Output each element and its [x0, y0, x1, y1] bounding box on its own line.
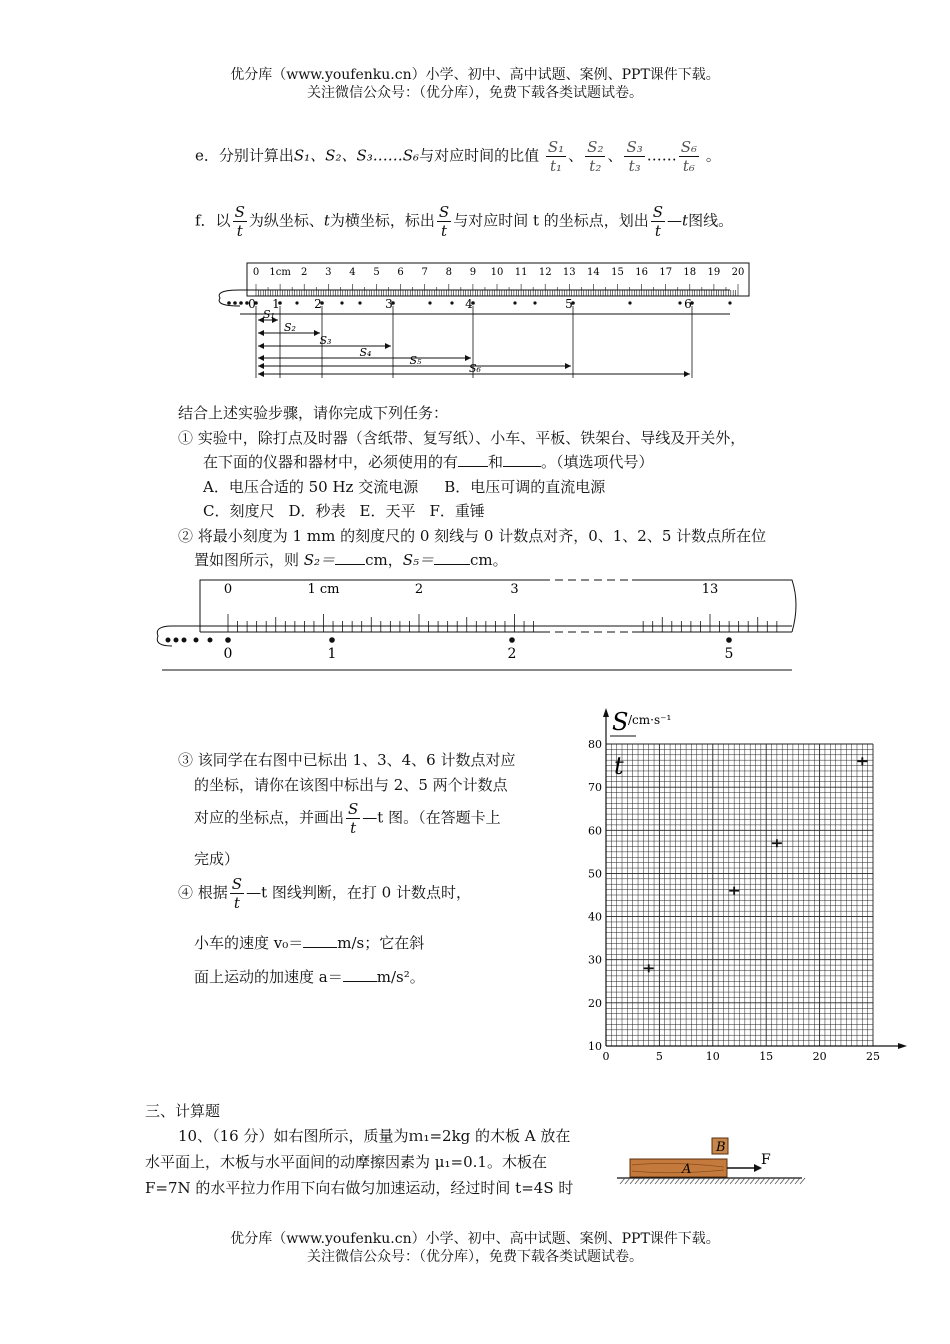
hatch-line — [720, 1178, 725, 1184]
count-point-label: 5 — [724, 646, 734, 662]
option-a: A．电压合适的 50 Hz 交流电源 — [203, 478, 419, 496]
question-3-line-1: ③ 该同学在右图中已标出 1、3、4、6 计数点对应 — [178, 751, 516, 769]
count-point-label: 6 — [684, 297, 692, 311]
tape-dot — [628, 301, 631, 304]
x-tick-label: 0 — [602, 1050, 610, 1063]
hatch-line — [760, 1178, 765, 1184]
ruler-label: 20 — [731, 267, 745, 278]
dash: — — [667, 211, 683, 230]
fraction-s-t: $\frac{S}{t}$ — [231, 875, 243, 912]
hatch-line — [665, 1178, 670, 1184]
question-3-line-2: 的坐标，请你在该图中标出与 2、5 两个计数点 — [194, 776, 508, 794]
fraction-s3-t3: $\frac{\text{S₃}}{\text{t₃}}$ — [626, 138, 643, 175]
hatch-line — [775, 1178, 780, 1184]
count-point-label: 3 — [385, 297, 393, 311]
step-f — [195, 203, 733, 240]
count-point-dot — [509, 637, 515, 643]
question-4-line-3 — [194, 966, 425, 988]
count-point-label: 2 — [507, 646, 517, 662]
hatch-line — [755, 1178, 760, 1184]
step-f-t: t — [682, 211, 689, 230]
ruler-label: 1cm — [269, 267, 291, 278]
ruler-label: 9 — [469, 267, 477, 278]
footer-line-1: 优分库（www.youfenku.cn）小学、初中、高中试题、案例、PPT课件下载。 — [230, 1231, 720, 1247]
ruler-label: 12 — [538, 267, 552, 278]
tape-dot — [358, 301, 361, 304]
y-axis-label-s: S — [612, 708, 629, 736]
ruler-label: 19 — [707, 267, 721, 278]
y-tick-label: 80 — [588, 738, 602, 751]
tape-dot — [227, 301, 231, 305]
options-row-2 — [203, 500, 485, 522]
hatch-line — [680, 1178, 685, 1184]
fraction-s-t: $\frac{S}{t}$ — [348, 800, 359, 837]
x-tick-label: 20 — [812, 1050, 827, 1063]
ruler-label: 16 — [635, 267, 648, 278]
answer-blank[interactable] — [434, 550, 470, 565]
count-point-label: 0 — [248, 297, 256, 311]
answer-blank[interactable] — [343, 967, 377, 982]
tape-dot — [450, 301, 453, 304]
segment-label: S₆ — [469, 362, 481, 375]
segment-label: S₄ — [359, 346, 372, 359]
option-b: B．电压可调的直流电源 — [444, 478, 606, 496]
step-f-t: t — [323, 211, 330, 230]
y-tick-label: 20 — [588, 996, 602, 1010]
question-4-text: m/s；它在斜 — [337, 934, 425, 952]
step-e — [195, 138, 721, 175]
separator: 、 — [568, 146, 584, 165]
hatch-line — [650, 1178, 655, 1184]
option-d: D．秒表 — [288, 502, 346, 520]
question-1-text: 。（填选项代号） — [541, 453, 654, 471]
ruler-label: 11 — [514, 267, 528, 278]
hatch-line — [700, 1178, 705, 1184]
hatch-line — [675, 1178, 680, 1184]
question-4-line-2 — [194, 932, 424, 954]
arrow-head-icon — [565, 363, 571, 369]
count-point-label: 1 — [327, 646, 337, 662]
question-4-text: —t 图线判断，在打 0 计数点时， — [246, 883, 471, 902]
answer-blank[interactable] — [458, 452, 488, 467]
ruler-label: 4 — [349, 267, 356, 278]
tape-dot — [428, 301, 431, 304]
answer-blank[interactable] — [503, 452, 541, 467]
label-a: A — [682, 1162, 692, 1177]
arrow-head-icon — [385, 343, 391, 349]
ruler-label: 0 — [252, 267, 260, 278]
option-f: F．重锤 — [429, 502, 485, 520]
count-point-dot — [726, 637, 732, 643]
question-2-line-1: ② 将最小刻度为 1 mm 的刻度尺的 0 刻线与 0 计数点对齐，0、1、2、5 计数点所在位 — [178, 527, 767, 545]
tape-dot — [233, 301, 237, 305]
ruler-label: 18 — [683, 267, 697, 278]
question-3-line-3 — [194, 800, 501, 837]
footer — [0, 1230, 950, 1266]
hatch-line — [770, 1178, 775, 1184]
chart-area — [588, 708, 907, 1063]
step-e-prefix: e．分别计算出 — [195, 146, 294, 165]
hatch-line — [790, 1178, 795, 1184]
hatch-line — [690, 1178, 695, 1184]
hatch-line — [765, 1178, 770, 1184]
hatch-line — [705, 1178, 710, 1184]
hatch-line — [730, 1178, 735, 1184]
footer-line-2: 关注微信公众号：（优分库），免费下载各类试题试卷。 — [307, 1249, 643, 1265]
ruler-label: 2 — [414, 582, 424, 597]
arrow-head-icon — [258, 343, 264, 349]
question-1-line-2 — [203, 451, 654, 473]
tape-dot — [728, 301, 731, 304]
tape-dot — [340, 301, 343, 304]
separator: 、 — [607, 146, 623, 165]
ruler-label: 10 — [490, 267, 504, 278]
arrow-head-icon — [258, 371, 264, 377]
step-e-vars: S₁、S₂、S₃……S₆ — [293, 146, 420, 165]
hatch-line — [725, 1178, 730, 1184]
y-tick-label: 50 — [588, 867, 602, 881]
step-f-text: 为横坐标，标出 — [329, 211, 435, 230]
question-10-line-3: F=7N 的水平拉力作用下向右做匀加速运动，经过时间 t=4S 时 — [145, 1179, 574, 1197]
ruler-label: 0 — [223, 582, 233, 597]
tape-dot — [182, 638, 187, 643]
hatch-line — [625, 1178, 630, 1184]
tasks-intro: 结合上述实验步骤，请你完成下列任务： — [178, 404, 449, 422]
fraction-s2-t2: $\frac{\text{S₂}}{\text{t₂}}$ — [587, 138, 604, 175]
arrow-head-icon — [684, 371, 690, 377]
options-row-1 — [203, 476, 605, 498]
st-graph — [570, 700, 915, 1070]
fraction-s-t: $\frac{S}{t}$ — [234, 203, 245, 240]
ruler-label: 15 — [611, 267, 624, 278]
hatch-line — [740, 1178, 745, 1184]
step-e-suffix: 与对应时间的比值 — [419, 146, 540, 165]
unit-cm: cm。 — [470, 551, 508, 569]
step-f-text: f．以 — [195, 211, 231, 230]
fraction-s1-t1: $\frac{\text{S₁}}{\text{t₁}}$ — [547, 138, 565, 175]
ruler-label: 5 — [373, 267, 380, 278]
question-1-and: 和 — [488, 453, 504, 471]
section-3-heading: 三、计算题 — [145, 1102, 221, 1120]
question-4-text: m/s²。 — [376, 968, 425, 986]
option-c: C．刻度尺 — [203, 502, 275, 520]
ellipsis: …… — [646, 146, 677, 165]
y-tick-label: 70 — [588, 781, 602, 795]
question-1-text: 在下面的仪器和器材中，必须使用的有 — [203, 453, 459, 471]
ruler-label: 13 — [562, 267, 576, 278]
answer-blank[interactable] — [303, 933, 337, 948]
segment-label: S₂ — [284, 321, 296, 334]
hatch-line — [660, 1178, 665, 1184]
hatch-line — [795, 1178, 800, 1184]
ruler-label: 13 — [701, 582, 719, 597]
arrow-head-icon — [258, 363, 264, 369]
tape-dot — [513, 301, 516, 304]
tape-dot — [208, 638, 213, 643]
step-f-text: 图线。 — [688, 211, 734, 230]
ruler-label: 7 — [421, 267, 428, 278]
ruler-figure-2 — [152, 574, 804, 674]
hatch-line — [635, 1178, 640, 1184]
hatch-line — [785, 1178, 790, 1184]
count-point-label: 0 — [223, 646, 233, 662]
hatch-line — [780, 1178, 785, 1184]
header — [0, 66, 950, 102]
y-tick-label: 40 — [588, 910, 602, 924]
question-3-text: —t 图。（在答题卡上 — [362, 808, 501, 827]
step-f-text: 与对应时间 t 的坐标点，划出 — [453, 211, 649, 230]
count-point-label: 4 — [465, 297, 473, 311]
hatch-line — [655, 1178, 660, 1184]
label-b: B — [716, 1140, 726, 1155]
ruler-label: 8 — [445, 267, 452, 278]
question-1-line-1: ① 实验中，除打点及时器（含纸带、复写纸）、小车、平板、铁架台、导线及开关外， — [178, 429, 746, 447]
question-10-line-1: 10、（16 分）如右图所示，质量为ｍ₁=2kg 的木板 A 放在 — [178, 1127, 571, 1145]
x-tick-label: 25 — [866, 1050, 880, 1063]
hatch-line — [715, 1178, 720, 1184]
tape-dot — [166, 638, 171, 643]
ruler-label: 6 — [397, 267, 404, 278]
unit-cm: cm， — [365, 551, 403, 569]
question-10-line-2: 水平面上，木板与水平面间的动摩擦因素为 μ₁=0.1。木板在 — [145, 1153, 547, 1171]
board-figure — [612, 1132, 812, 1194]
ruler-label: 14 — [587, 267, 600, 278]
count-point-label: 5 — [565, 297, 573, 311]
question-2-text: 置如图所示，则 — [194, 551, 304, 569]
count-point-label: 2 — [314, 297, 322, 311]
tape-dot — [174, 638, 179, 643]
step-f-text: 为纵坐标、 — [248, 211, 324, 230]
arrow-head-icon — [258, 330, 264, 336]
hatch-line — [685, 1178, 690, 1184]
ruler-figure-1 — [210, 260, 760, 385]
ruler-label: 17 — [659, 267, 673, 278]
y-tick-label: 10 — [588, 1040, 602, 1053]
step-e-end: 。 — [705, 146, 721, 165]
y-axis-label-t: t — [614, 752, 624, 780]
question-3-text: 对应的坐标点，并画出 — [194, 808, 345, 827]
header-line-2: 关注微信公众号：（优分库），免费下载各类试题试卷。 — [307, 85, 643, 101]
fraction-s-t: $\frac{S}{t}$ — [438, 203, 450, 240]
y-tick-label: 60 — [588, 824, 602, 838]
count-point-dot — [225, 637, 231, 643]
label-f: F — [761, 1152, 771, 1168]
tape-dot — [533, 301, 536, 304]
y-axis-arrow-icon — [603, 708, 609, 717]
segment-label: S₃ — [319, 334, 332, 347]
count-point-label: 1 — [272, 297, 280, 311]
hatch-line — [630, 1178, 635, 1184]
hatch-line — [640, 1178, 645, 1184]
x-axis-arrow-icon — [898, 1043, 907, 1049]
ground-hatch — [620, 1178, 805, 1184]
fraction-s-t: $\frac{S}{t}$ — [652, 203, 664, 240]
y-axis-label-unit: /cm·s⁻¹ — [628, 713, 672, 727]
hatch-line — [735, 1178, 740, 1184]
segment-label: S₁ — [263, 308, 275, 321]
option-e: E．天平 — [359, 502, 416, 520]
hatch-line — [750, 1178, 755, 1184]
x-tick-label: 5 — [655, 1050, 663, 1063]
board-a — [630, 1159, 727, 1177]
ruler-label: 1 cm — [307, 582, 340, 597]
fraction-s6-t6: $\frac{\text{S₆}}{\text{t₆}}$ — [680, 138, 698, 175]
tape-curl — [157, 626, 172, 646]
hatch-line — [745, 1178, 750, 1184]
count-point-dot — [329, 637, 335, 643]
s2-label: S₂＝ — [303, 551, 336, 569]
tape-dot — [194, 638, 199, 643]
question-4-text: ④ 根据 — [178, 883, 228, 902]
ruler-label: 2 — [301, 267, 308, 278]
hatch-line — [620, 1178, 625, 1184]
header-line-1: 优分库（www.youfenku.cn）小学、初中、高中试题、案例、PPT课件下载。 — [230, 67, 720, 83]
arrow-head-icon — [465, 355, 471, 361]
ruler-label: 3 — [510, 582, 519, 597]
hatch-line — [645, 1178, 650, 1184]
question-3-line-4: 完成） — [194, 850, 240, 868]
question-4-line-1 — [178, 875, 471, 912]
ruler-1 — [247, 263, 749, 296]
x-tick-label: 10 — [705, 1050, 720, 1063]
x-tick-label: 15 — [759, 1050, 774, 1063]
tape-dot — [239, 301, 243, 305]
tape-dot — [295, 301, 298, 304]
arrow-head-icon — [258, 355, 264, 361]
ruler-2 — [157, 580, 796, 670]
tape-dot — [678, 301, 681, 304]
segment-label: S₅ — [409, 354, 422, 367]
hatch-line — [710, 1178, 715, 1184]
question-4-text: 小车的速度 v₀＝ — [194, 934, 304, 952]
hatch-line — [670, 1178, 675, 1184]
y-tick-label: 30 — [588, 953, 602, 967]
hatch-line — [800, 1178, 805, 1184]
s5-label: S₅＝ — [402, 551, 434, 569]
question-4-text: 面上运动的加速度 a＝ — [194, 968, 343, 986]
hatch-line — [695, 1178, 700, 1184]
answer-blank[interactable] — [335, 550, 365, 565]
ruler-label: 3 — [325, 267, 332, 278]
question-2-line-2 — [194, 549, 508, 571]
